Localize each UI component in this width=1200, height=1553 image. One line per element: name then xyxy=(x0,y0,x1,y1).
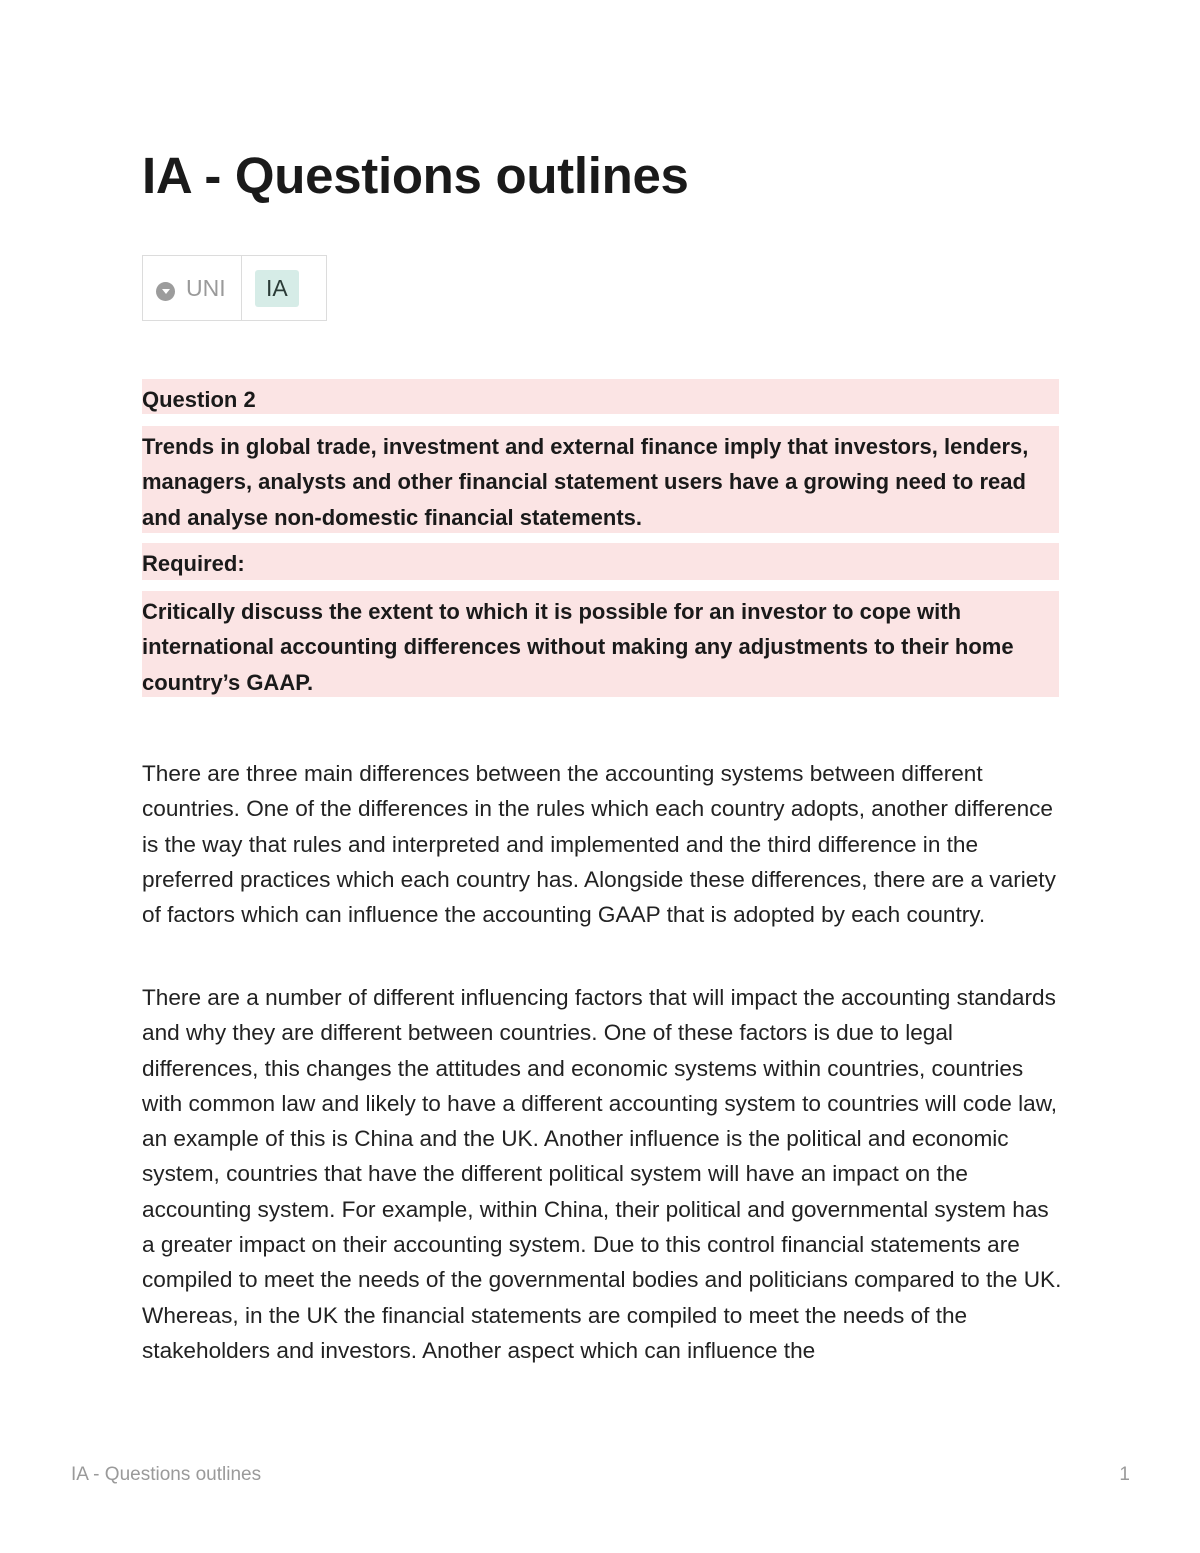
body-paragraph: There are a number of different influencing factors that will impact the accounting standards and why they are different between countries. One of these factors is due to legal differences, this changes the attitudes and economic systems within countries, countries with common law and likely to have a different accounting system to countries will code law, an example of this is China and the UK. Another influence is the political and economic system, countries that have the different political system will have an impact on the accounting system. For example, within China, their political and governmental system has a greater impact on their accounting system. Due to this control financial statements are compiled to meet the needs of the governmental bodies and politicians compared to the UK. Whereas, in the UK the financial statements are compiled to meet the needs of the stakeholders and investors. Another aspect which can influence the xyxy=(142,985,1062,1363)
page-title: IA - Questions outlines xyxy=(142,147,689,204)
required-callout: Required: xyxy=(142,543,1059,580)
property-name-cell[interactable] xyxy=(143,256,242,320)
body-paragraph: There are three main differences between the accounting systems between different countries. One of the differences in the rules which each country adopts, another difference is the way that rules and interpreted and implemented and the third difference in the preferred practices which each country has. Alongside these differences, there are a variety of factors which can influence the accounting GAAP that is adopted by each country. xyxy=(142,761,1056,928)
property-tag: IA xyxy=(255,270,299,307)
property-name: UNI xyxy=(186,274,226,301)
property-value-cell[interactable] xyxy=(242,256,326,320)
statement-callout: Trends in global trade, investment and external finance imply that investors, lenders, managers, analysts and other financial statement users have a growing need to read and analyse non-domestic financial statements. xyxy=(142,426,1059,533)
question-callout: Question 2 xyxy=(142,379,1059,414)
page-number: 1 xyxy=(1119,1464,1130,1485)
task-callout: Critically discuss the extent to which it is possible for an investor to cope with international accounting differences without making any adjustments to their home country’s GAAP. xyxy=(142,591,1059,697)
select-property-icon xyxy=(156,282,175,301)
footer-title: IA - Questions outlines xyxy=(71,1464,262,1485)
property-table xyxy=(142,255,327,321)
